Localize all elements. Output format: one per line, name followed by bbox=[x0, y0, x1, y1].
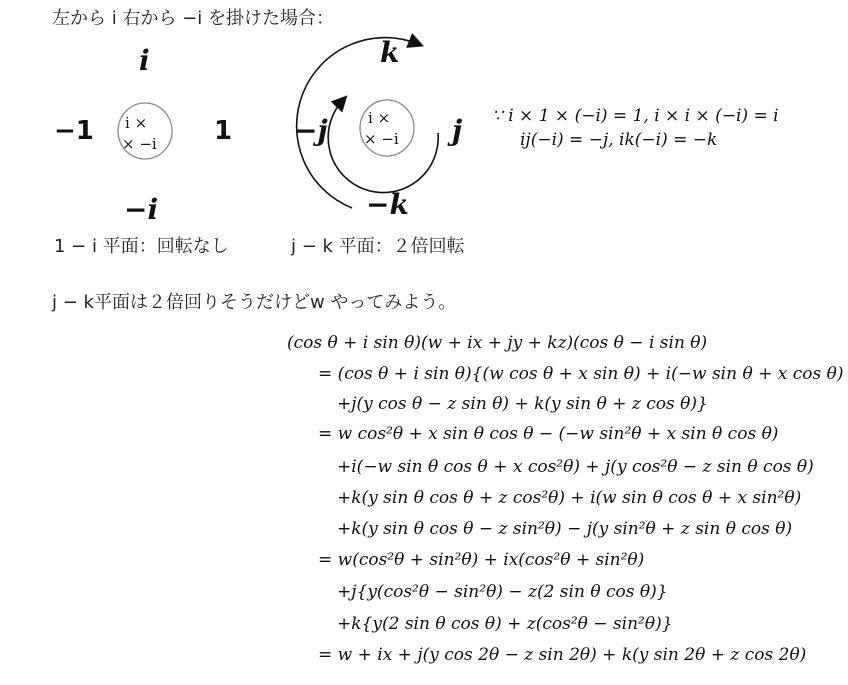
because-line-2: ij(−i) = −j, ik(−i) = −k bbox=[520, 130, 718, 150]
plane1-center-bottom: × −i bbox=[122, 135, 157, 153]
equation-line: (cos θ + i sin θ)(w + ix + jy + kz)(cos θ − i sin θ) bbox=[287, 333, 708, 353]
because-line-1: ∵ i × 1 × (−i) = 1, i × i × (−i) = i bbox=[492, 106, 779, 126]
plane1-right-label: 1 bbox=[214, 116, 233, 146]
equation-line: = w(cos²θ + sin²θ) + ix(cos²θ + sin²θ) bbox=[318, 550, 645, 570]
plane2-left-label: −j bbox=[294, 114, 328, 147]
plane1-left-label: −1 bbox=[54, 116, 94, 146]
intro-text: 左から i 右から −i を掛けた場合： bbox=[52, 8, 334, 29]
plane2-bottom-label: −k bbox=[366, 188, 409, 221]
equation-line: = w cos²θ + x sin θ cos θ − (−w sin²θ + x sin θ cos θ) bbox=[318, 424, 779, 444]
plane2-center-top: i × bbox=[368, 109, 391, 127]
equation-line: +k{y(2 sin θ cos θ) + z(cos²θ − sin²θ)} bbox=[337, 614, 673, 634]
plane1-top-label: i bbox=[139, 44, 150, 77]
plane2-top-label: k bbox=[380, 36, 400, 69]
equation-line: +k(y sin θ cos θ − z sin²θ) − j(y sin²θ + z sin θ cos θ) bbox=[337, 519, 793, 539]
plane1-center-top: i × bbox=[125, 114, 148, 132]
equation-line: +i(−w sin θ cos θ + x cos²θ) + j(y cos²θ − z sin θ cos θ) bbox=[337, 457, 814, 477]
equation-line: +j{y(cos²θ − sin²θ) − z(2 sin θ cos θ)} bbox=[337, 582, 668, 602]
equation-line: = w + ix + j(y cos 2θ − z sin 2θ) + k(y sin 2θ + z cos 2θ) bbox=[318, 645, 807, 665]
plane2-center-bottom: × −i bbox=[364, 130, 399, 148]
equation-line: = (cos θ + i sin θ){(w cos θ + x sin θ) + i(−w sin θ + x cos θ) bbox=[318, 364, 844, 384]
plane2-right-label: j bbox=[452, 114, 463, 147]
equation-line: +j(y cos θ − z sin θ) + k(y sin θ + z cos θ)} bbox=[337, 394, 708, 414]
statement-text: j − k平面は２倍回りそうだけどw やってみよう。 bbox=[52, 292, 457, 313]
equation-line: +k(y sin θ cos θ + z cos²θ) + i(w sin θ cos θ + x sin²θ) bbox=[337, 488, 802, 508]
plane2-caption: j − k 平面：２倍回転 bbox=[291, 236, 465, 257]
plane1-caption: 1 − i 平面：回転なし bbox=[54, 236, 229, 257]
plane1-bottom-label: −i bbox=[124, 193, 159, 226]
